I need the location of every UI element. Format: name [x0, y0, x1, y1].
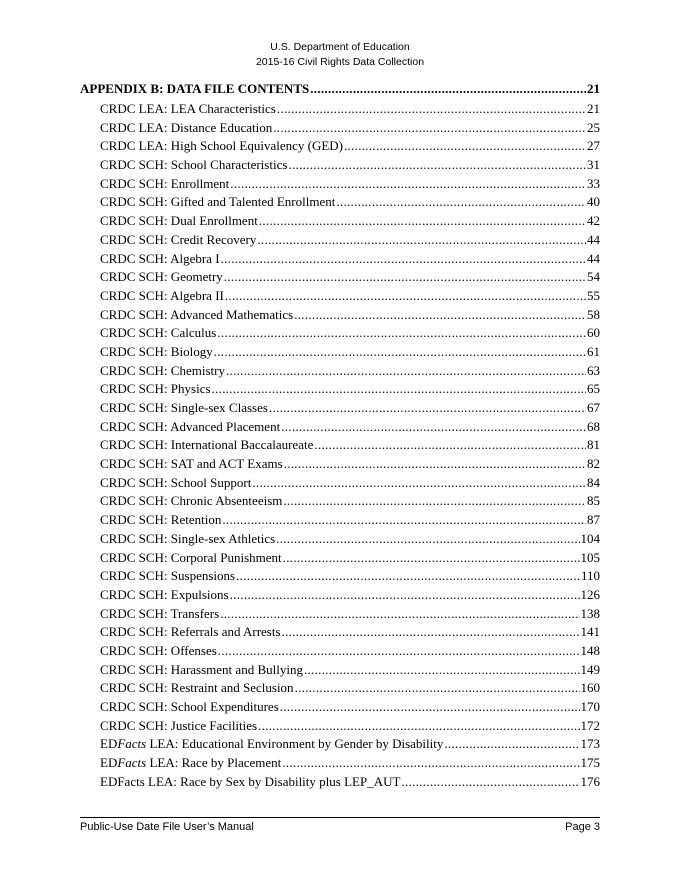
toc-entry-title: CRDC SCH: Biology	[100, 343, 213, 359]
toc-entry-page: 31	[587, 157, 600, 173]
toc-entry-title: CRDC SCH: School Characteristics	[100, 157, 288, 173]
toc-entry[interactable]	[80, 362, 600, 381]
toc-entry[interactable]	[80, 399, 600, 418]
toc-entry-page: 81	[587, 437, 600, 453]
toc-entry-title: CRDC SCH: Geometry	[100, 269, 223, 285]
toc-entry[interactable]	[80, 698, 600, 717]
toc-entry[interactable]	[80, 492, 600, 511]
toc-leader-dots	[336, 193, 586, 212]
toc-entry-title: CRDC SCH: Suspensions	[100, 568, 236, 584]
toc-leader-dots	[217, 324, 586, 343]
toc-entry-page: 175	[580, 755, 600, 771]
toc-heading-page: 21	[587, 81, 600, 96]
toc-entry[interactable]	[80, 250, 600, 269]
toc-entry-title: EDFacts LEA: Race by Sex by Disability plus LEP_AUT	[100, 773, 401, 789]
toc-entry-page: 61	[587, 343, 600, 359]
toc-entry-title: CRDC SCH: Harassment and Bullying	[100, 661, 303, 677]
toc-leader-dots	[222, 511, 586, 530]
toc-entry[interactable]	[80, 586, 600, 605]
toc-entry[interactable]	[80, 455, 600, 474]
toc-entry[interactable]	[80, 436, 600, 455]
toc-entry-page: 172	[580, 717, 600, 733]
toc-entry-page: 60	[587, 325, 600, 341]
toc-entry-title: CRDC SCH: Calculus	[100, 325, 217, 341]
toc-entry-title: CRDC SCH: Corporal Punishment	[100, 549, 282, 565]
toc-leader-dots	[288, 156, 586, 175]
toc-entry-title: CRDC SCH: International Baccalaureate	[100, 437, 314, 453]
toc-entry-title: CRDC LEA: LEA Characteristics	[100, 101, 276, 116]
toc-leader-dots	[230, 175, 586, 194]
toc-entry-page: 141	[580, 624, 600, 640]
toc-entry-page: 105	[580, 549, 600, 565]
toc-leader-dots	[401, 773, 579, 792]
toc-entry[interactable]	[80, 474, 600, 493]
toc-leader-dots	[236, 567, 580, 586]
toc-entry[interactable]	[80, 773, 600, 792]
toc-entry[interactable]	[80, 119, 600, 138]
toc-leader-dots	[225, 287, 586, 306]
toc-entry-page: 87	[587, 512, 600, 528]
toc-entry-page: 33	[587, 175, 600, 191]
toc-entry-page: 25	[587, 119, 600, 135]
toc-entry-title: CRDC SCH: Algebra I	[100, 250, 220, 266]
toc-entry-page: 27	[587, 138, 600, 154]
toc-entry[interactable]	[80, 137, 600, 156]
toc-leader-dots	[221, 250, 586, 269]
toc-entry-title: CRDC SCH: Enrollment	[100, 175, 230, 191]
toc-entry[interactable]	[80, 549, 600, 568]
toc-entry-page: 44	[587, 231, 600, 247]
toc-leader-dots	[310, 80, 586, 98]
toc-leader-dots	[259, 212, 586, 231]
toc-leader-dots	[273, 119, 586, 138]
toc-entry-page: 84	[587, 474, 600, 490]
toc-entry-title: CRDC SCH: Algebra II	[100, 287, 224, 303]
toc-entry-title: CRDC LEA: Distance Education	[100, 119, 273, 135]
toc-leader-dots	[277, 100, 586, 119]
toc-entry[interactable]	[80, 212, 600, 231]
toc-entry[interactable]	[80, 306, 600, 325]
toc-leader-dots	[257, 231, 586, 250]
toc-leader-dots	[283, 549, 580, 568]
toc-leader-dots	[344, 137, 586, 156]
toc-entry-title: CRDC SCH: Advanced Placement	[100, 418, 281, 434]
toc-entry[interactable]	[80, 287, 600, 306]
toc-entry[interactable]	[80, 661, 600, 680]
toc-entry-page: 160	[580, 680, 600, 696]
toc-entry-page: 126	[580, 586, 600, 602]
toc-leader-dots	[226, 362, 586, 381]
toc-entry-title: EDFacts LEA: Race by Placement	[100, 755, 282, 771]
toc-leader-dots	[269, 399, 586, 418]
toc-leader-dots	[294, 306, 586, 325]
toc-entry-title: CRDC SCH: Chemistry	[100, 362, 225, 378]
toc-entry[interactable]	[80, 679, 600, 698]
toc-entry-title: CRDC SCH: Advanced Mathematics	[100, 306, 294, 322]
toc-entry-title: CRDC SCH: Referrals and Arrests	[100, 624, 281, 640]
toc-entry-page: 138	[580, 605, 600, 621]
toc-entry-title: CRDC SCH: SAT and ACT Exams	[100, 456, 283, 472]
toc-leader-dots	[314, 436, 586, 455]
toc-entry-list	[80, 100, 600, 735]
toc-entry-page: 68	[587, 418, 600, 434]
toc-entry[interactable]	[80, 567, 600, 586]
table-of-contents	[80, 80, 600, 791]
toc-entry-page: 110	[580, 568, 600, 584]
toc-entry-title: CRDC SCH: Expulsions	[100, 586, 229, 602]
toc-entry-page: 176	[580, 773, 600, 789]
toc-leader-dots	[284, 455, 586, 474]
toc-leader-dots	[218, 642, 580, 661]
toc-entry-page: 63	[587, 362, 600, 378]
toc-entry-title: CRDC SCH: Credit Recovery	[100, 231, 257, 247]
toc-leader-dots	[212, 380, 586, 399]
toc-entry-page: 82	[587, 456, 600, 472]
toc-entry-title: CRDC SCH: Physics	[100, 381, 211, 397]
toc-entry-title: CRDC SCH: Gifted and Talented Enrollment	[100, 194, 336, 210]
toc-entry[interactable]	[80, 530, 600, 549]
toc-entry-page: 44	[587, 250, 600, 266]
page-header	[0, 40, 680, 70]
toc-entry[interactable]	[80, 231, 600, 250]
toc-entry[interactable]	[80, 268, 600, 287]
toc-leader-dots	[230, 586, 580, 605]
toc-entry-title: CRDC LEA: High School Equivalency (GED)	[100, 138, 343, 154]
toc-entry[interactable]	[80, 418, 600, 437]
toc-entry-title: CRDC SCH: Retention	[100, 512, 222, 528]
toc-entry[interactable]	[80, 100, 600, 119]
toc-entry-title: CRDC SCH: Single-sex Classes	[100, 400, 268, 415]
toc-leader-dots	[304, 661, 580, 680]
footer-page-number: Page 3	[565, 821, 600, 833]
toc-entry-page: 170	[580, 699, 600, 714]
toc-entry[interactable]	[80, 735, 600, 754]
toc-entry-title: CRDC SCH: School Expenditures	[100, 699, 279, 714]
toc-leader-dots	[258, 717, 579, 736]
toc-entry-page: 67	[587, 400, 600, 415]
toc-leader-dots	[220, 605, 579, 624]
toc-leader-dots	[224, 268, 586, 287]
header-agency: U.S. Department of Education	[270, 41, 410, 53]
toc-leader-dots	[276, 530, 579, 549]
toc-entry-page: 104	[580, 530, 600, 546]
toc-entry-page: 55	[587, 287, 600, 303]
toc-entry[interactable]	[80, 754, 600, 773]
toc-entry-page: 148	[580, 642, 600, 658]
toc-leader-dots	[280, 698, 580, 717]
toc-entry[interactable]	[80, 642, 600, 661]
toc-entry[interactable]	[80, 175, 600, 194]
toc-leader-dots	[214, 343, 586, 362]
toc-entry-page: 65	[587, 381, 600, 397]
toc-entry-page: 173	[580, 736, 600, 752]
toc-entry[interactable]	[80, 717, 600, 736]
footer-manual-title: Public-Use Date File User’s Manual	[80, 821, 254, 833]
toc-leader-dots	[252, 474, 586, 493]
toc-heading-appendix-b[interactable]	[80, 80, 600, 98]
toc-entry-title: CRDC SCH: Justice Facilities	[100, 717, 258, 733]
toc-entry-page: 40	[587, 194, 600, 210]
toc-entry-page: 58	[587, 306, 600, 322]
toc-entry[interactable]	[80, 324, 600, 343]
toc-entry-page: 85	[587, 493, 600, 509]
toc-entry-page: 21	[587, 101, 600, 116]
toc-entry-title: CRDC SCH: Single-sex Athletics	[100, 530, 276, 546]
toc-entry[interactable]	[80, 380, 600, 399]
toc-leader-dots	[282, 754, 579, 773]
page-footer	[80, 820, 600, 834]
toc-entry[interactable]	[80, 623, 600, 642]
toc-leader-dots	[444, 735, 579, 754]
toc-entry[interactable]	[80, 343, 600, 362]
toc-entry-title: CRDC SCH: Dual Enrollment	[100, 213, 258, 229]
toc-entry-title: CRDC SCH: Chronic Absenteeism	[100, 493, 283, 509]
header-collection: 2015-16 Civil Rights Data Collection	[255, 56, 425, 68]
toc-entry-page: 149	[580, 661, 600, 677]
toc-entry[interactable]	[80, 193, 600, 212]
toc-entry[interactable]	[80, 511, 600, 530]
toc-entry-title: CRDC SCH: Restraint and Seclusion	[100, 680, 294, 696]
toc-entry[interactable]	[80, 156, 600, 175]
toc-entry-page: 42	[587, 213, 600, 229]
toc-entry[interactable]	[80, 605, 600, 624]
toc-heading-title: APPENDIX B: DATA FILE CONTENTS	[80, 81, 310, 96]
toc-leader-dots	[295, 679, 580, 698]
toc-entry-title: EDFacts LEA: Educational Environment by Gender by Disability	[100, 736, 444, 752]
toc-leader-dots	[283, 492, 586, 511]
toc-entry-title: CRDC SCH: School Support	[100, 474, 252, 490]
toc-leader-dots	[282, 623, 580, 642]
toc-entry-title: CRDC SCH: Offenses	[100, 642, 217, 658]
footer-divider	[80, 817, 600, 818]
toc-entry-page: 54	[587, 269, 600, 285]
toc-leader-dots	[281, 418, 586, 437]
toc-entry-title: CRDC SCH: Transfers	[100, 605, 220, 621]
